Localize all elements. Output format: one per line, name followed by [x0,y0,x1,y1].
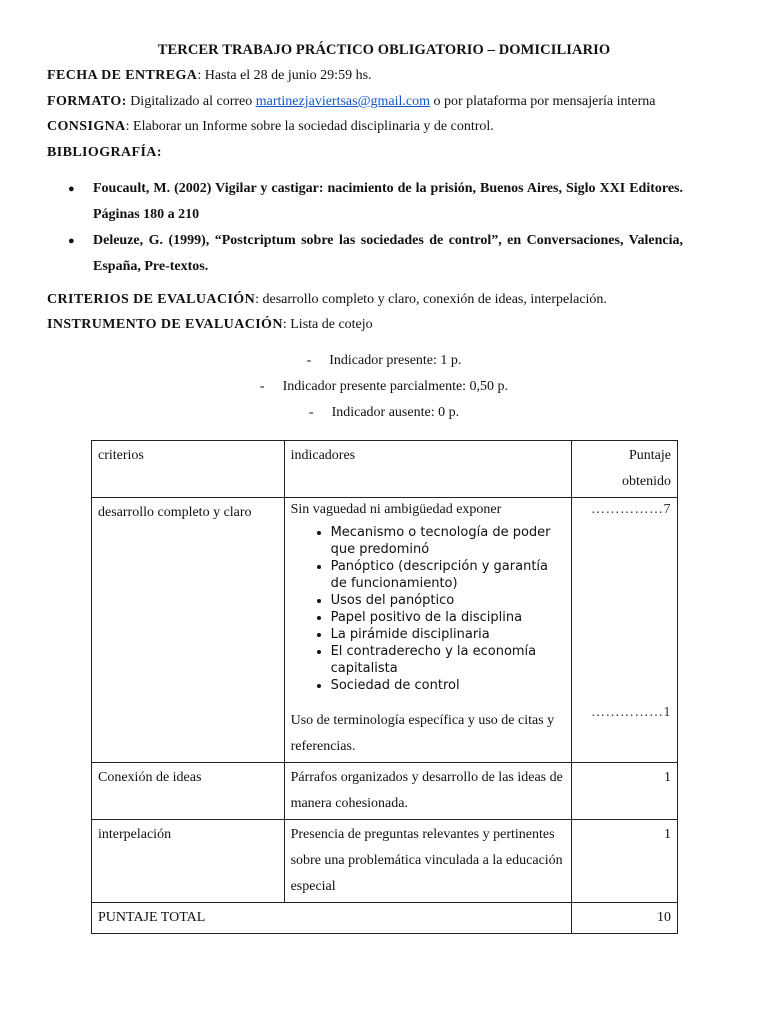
criterios-text: : desarrollo completo y claro, conexión de ideas, interpelación. [255,292,607,307]
total-label: PUNTAJE TOTAL [92,903,572,934]
header-criterios: criterios [92,441,285,498]
indicator-text: Indicador presente: 1 p. [329,353,462,368]
dash-marker: - [308,405,314,420]
table-row [92,498,678,763]
table-row [92,820,678,903]
indicator-text: Indicador presente parcialmente: 0,50 p. [282,379,509,394]
indicator-line [0,379,768,395]
criterio-cell: interpelación [92,820,285,903]
header-puntaje [572,441,678,498]
list-item: • La pirámide disciplinaria [331,626,565,643]
formato-text-after: o por plataforma por mensajería interna [429,94,656,109]
rubric-table [91,440,678,934]
criterios-label: CRITERIOS DE EVALUACIÓN [47,292,256,307]
indicator-line [0,353,768,369]
bibliography-item: Deleuze, G. (1999), “Postcriptum sobre las sociedades de control”, en Conversaciones, Valencia, España, Pre-textos. [93,233,683,274]
consigna-label: CONSIGNA [47,119,126,134]
indicador-cell: Presencia de preguntas relevantes y pertinentes sobre una problemática vinculada a la educación especial [284,820,571,903]
list-item: • Mecanismo o tecnología de poder que predominó [331,524,565,558]
bibliography-item: Foucault, M. (2002) Vigilar y castigar: nacimiento de la prisión, Buenos Aires, Siglo XXI Editores. Páginas 180 a 210 [93,181,683,222]
score-value: 1 [572,763,678,820]
fecha-line [47,68,372,84]
list-item: • Panóptico (descripción y garantía de funcionamiento) [331,558,565,592]
dash-marker: - [259,379,265,394]
bibliografia-heading [47,145,162,161]
score-value: ……………1 [591,705,671,720]
formato-line [47,94,655,110]
table-header-row [92,441,678,498]
criterios-line [47,292,607,308]
instrumento-label: INSTRUMENTO DE EVALUACIÓN [47,317,283,332]
consigna-line [47,119,494,135]
criterio-cell: desarrollo completo y claro [92,498,285,763]
formato-text-before: Digitalizado al correo [126,94,256,109]
list-item: • Papel positivo de la disciplina [331,609,565,626]
consigna-text: : Elaborar un Informe sobre la sociedad disciplinaria y de control. [125,119,494,134]
list-item: • Usos del panóptico [331,592,565,609]
indicador-cell [284,498,571,763]
list-item: • Sociedad de control [331,677,565,694]
header-puntaje-line2: obtenido [622,474,671,489]
list-item: • El contraderecho y la economía capitalista [331,643,565,677]
bullet-icon: ● [68,183,75,195]
total-row [92,903,678,934]
email-link[interactable]: martinezjaviertsas@gmail.com [255,94,430,109]
table-row [92,763,678,820]
header-indicadores: indicadores [284,441,571,498]
indicator-bullet-list [291,524,565,694]
instrumento-line [47,317,373,333]
indicador-cell: Párrafos organizados y desarrollo de las ideas de manera cohesionada. [284,763,571,820]
score-cell [572,498,678,763]
bullet-icon: ● [68,235,75,247]
document-title: TERCER TRABAJO PRÁCTICO OBLIGATORIO – DOMICILIARIO [157,42,611,58]
indicador-intro: Sin vaguedad ni ambigüedad exponer [290,502,502,517]
bibliografia-label: BIBLIOGRAFÍA: [47,145,162,160]
criterio-cell: Conexión de ideas [92,763,285,820]
instrumento-text: : Lista de cotejo [282,317,373,332]
dash-marker: - [306,353,312,368]
total-score: 10 [572,903,678,934]
indicador-outro: Uso de terminología específica y uso de citas y referencias. [290,713,555,754]
score-value: 1 [572,820,678,903]
indicator-text: Indicador ausente: 0 p. [331,405,460,420]
fecha-label: FECHA DE ENTREGA [47,68,198,83]
formato-label: FORMATO: [47,94,127,109]
fecha-text: : Hasta el 28 de junio 29:59 hs. [197,68,372,83]
indicator-line [0,405,768,421]
score-value: ……………7 [591,502,671,517]
header-puntaje-line1: Puntaje [629,448,671,463]
